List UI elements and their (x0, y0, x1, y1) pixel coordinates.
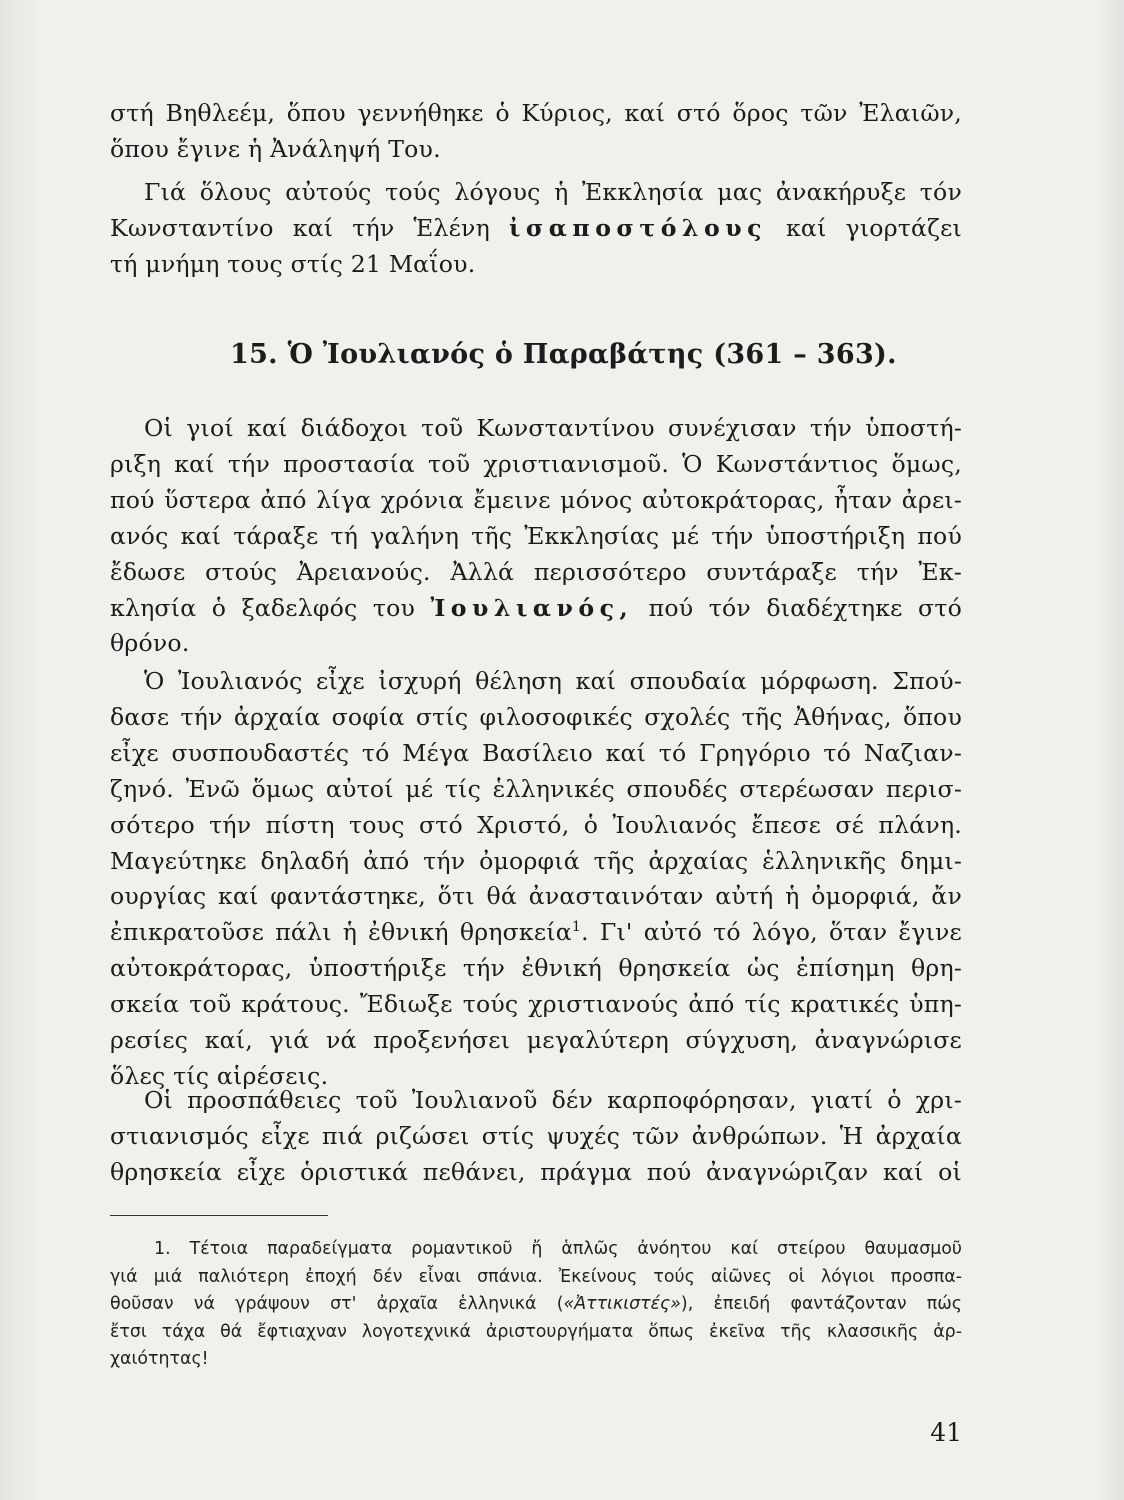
text-line (110, 591, 962, 627)
italic-term: «Ἀττικιστές» (563, 1294, 681, 1315)
text-line: Οἱ γιοί καί διάδοχοι τοῦ Κωνσταντίνου συνέχισαν τήν ὑποστή- (144, 414, 962, 442)
emphasized-word: ἰσαποστόλους (508, 213, 767, 242)
text-line: πού ὕστερα ἀπό λίγα χρόνια ἔμεινε μόνος αὐτοκράτορας, ἦταν ἀρει- (110, 485, 962, 514)
page-number: 41 (930, 1418, 962, 1447)
text-line: ουργίας καί φαντάστηκε, ὅτι θά ἀνασταινόταν αὐτή ἡ ὀμορφιά, ἄν (110, 882, 962, 911)
text-line: στιανισμός εἶχε πιά ριζώσει στίς ψυχές τῶν ἀνθρώπων. Ἡ ἀρχαία (110, 1121, 962, 1150)
top-paragraph (110, 96, 962, 168)
text-line: θρησκεία εἶχε ὁριστικά πεθάνει, πράγμα πού ἀναγνώριζαν καί οἱ (110, 1157, 962, 1186)
text-fragment: . Γι' αὐτό τό λόγο, ὅταν ἔγινε (581, 918, 962, 947)
text-line: εἶχε συσπουδαστές τό Μέγα Βασίλειο καί τό Γρηγόριο τό Ναζιαν- (110, 738, 962, 767)
text-line: Γιά ὅλους αὐτούς τούς λόγους ἡ Ἐκκλησία μας ἀνακήρυξε τόν (144, 178, 962, 206)
text-line: Ὁ Ἰουλιανός εἶχε ἰσχυρή θέληση καί σπουδαία μόρφωση. Σπού- (144, 667, 962, 695)
text-fragment: καί γιορτάζει (785, 213, 963, 242)
text-line: ἔδωσε στούς Ἀρειανούς. Ἀλλά περισσότερο συντάραξε τήν Ἐκ- (110, 557, 962, 586)
text-fragment: θοῦσαν νά γράψουν στ' ἀρχαῖα ἑλληνικά ( (110, 1294, 564, 1315)
footnote-marker: 1 (571, 919, 582, 936)
text-line: Οἱ προσπάθειες τοῦ Ἰουλιανοῦ δέν καρποφόρησαν, γιατί ὁ χρι- (144, 1086, 962, 1114)
text-line: ζηνό. Ἐνῶ ὅμως αὐτοί μέ τίς ἑλληνικές σπουδές στερέωσαν περισ- (110, 774, 962, 803)
efforts-paragraph (110, 1083, 962, 1191)
footnote-line: ἔτσι τάχα θά ἔφτιαχναν λογοτεχνικά ἀριστουργήματα ὅπως ἐκεῖνα τῆς κλασσικῆς ἀρ- (110, 1321, 962, 1342)
footnote-line (110, 1291, 962, 1319)
text-line (110, 211, 962, 247)
footnote-line: 1. Τέτοια παραδείγματα ρομαντικοῦ ἤ ἁπλῶς ἀνόητου καί στείρου θαυμασμοῦ (154, 1239, 962, 1259)
text-fragment: Κωνσταντίνο καί τήν Ἑλένη (110, 213, 490, 242)
text-line: στή Βηθλεέμ, ὅπου γεννήθηκε ὁ Κύριος, καί στό ὅρος τῶν Ἐλαιῶν, (110, 99, 962, 127)
footnote-line: χαιότητας! (110, 1349, 209, 1370)
footnote (110, 1236, 962, 1374)
text-line: τή μνήμη τους στίς 21 Μαΐου. (110, 249, 476, 278)
text-line: ανός καί τάραξε τή γαλήνη τῆς Ἐκκλησίας μέ τήν ὑποστήριξη πού (110, 521, 962, 550)
text-fragment: πού τόν διαδέχτηκε στό (648, 593, 962, 622)
text-fragment: κλησία ὁ ξαδελφός του (110, 593, 416, 622)
successors-paragraph (110, 411, 962, 662)
footnote-line: γιά μιά παλιότερη ἐποχή δέν εἶναι σπάνια. Ἐκείνους τούς αἰῶνες οἱ λόγιοι προσπα- (110, 1266, 962, 1287)
text-line: ριξη καί τήν προστασία τοῦ χριστιανισμοῦ. Ὁ Κωνστάντιος ὅμως, (110, 449, 962, 478)
section-heading: 15. Ὁ Ἰουλιανός ὁ Παραβάτης (361 – 363). (230, 339, 897, 370)
text-line: σότερο τήν πίστη τους στό Χριστό, ὁ Ἰουλιανός ἔπεσε σέ πλάνη. (110, 810, 962, 839)
emphasized-word: Ἰουλιανός, (430, 593, 634, 622)
text-line: ρεσίες καί, γιά νά προξενήσει μεγαλύτερη σύγχυση, ἀναγνώρισε (110, 1026, 962, 1055)
julian-paragraph (110, 664, 962, 1095)
footnote-separator (110, 1215, 328, 1216)
text-line (110, 915, 962, 951)
text-line: δασε τήν ἀρχαία σοφία στίς φιλοσοφικές σχολές τῆς Ἀθήνας, ὅπου (110, 702, 962, 731)
text-fragment: ἐπικρατοῦσε πάλι ἡ ἐθνική θρησκεία (110, 918, 572, 947)
text-line: ὅλες τίς αἱρέσεις. (110, 1061, 329, 1090)
text-line: ὅπου ἔγινε ἡ Ἀνάληψή Του. (110, 134, 441, 163)
text-line: αὐτοκράτορας, ὑποστήριξε τήν ἐθνική θρησκεία ὡς ἐπίσημη θρη- (110, 954, 962, 983)
saints-paragraph (110, 175, 962, 283)
text-line: σκεία τοῦ κράτους. Ἔδιωξε τούς χριστιανούς ἀπό τίς κρατικές ὑπη- (110, 990, 962, 1019)
text-line: Μαγεύτηκε δηλαδή ἀπό τήν ὀμορφιά τῆς ἀρχαίας ἑλληνικῆς δημι- (110, 846, 962, 875)
text-line: θρόνο. (110, 629, 190, 658)
text-fragment: ), ἐπειδή φαντάζονταν πώς (680, 1294, 962, 1315)
